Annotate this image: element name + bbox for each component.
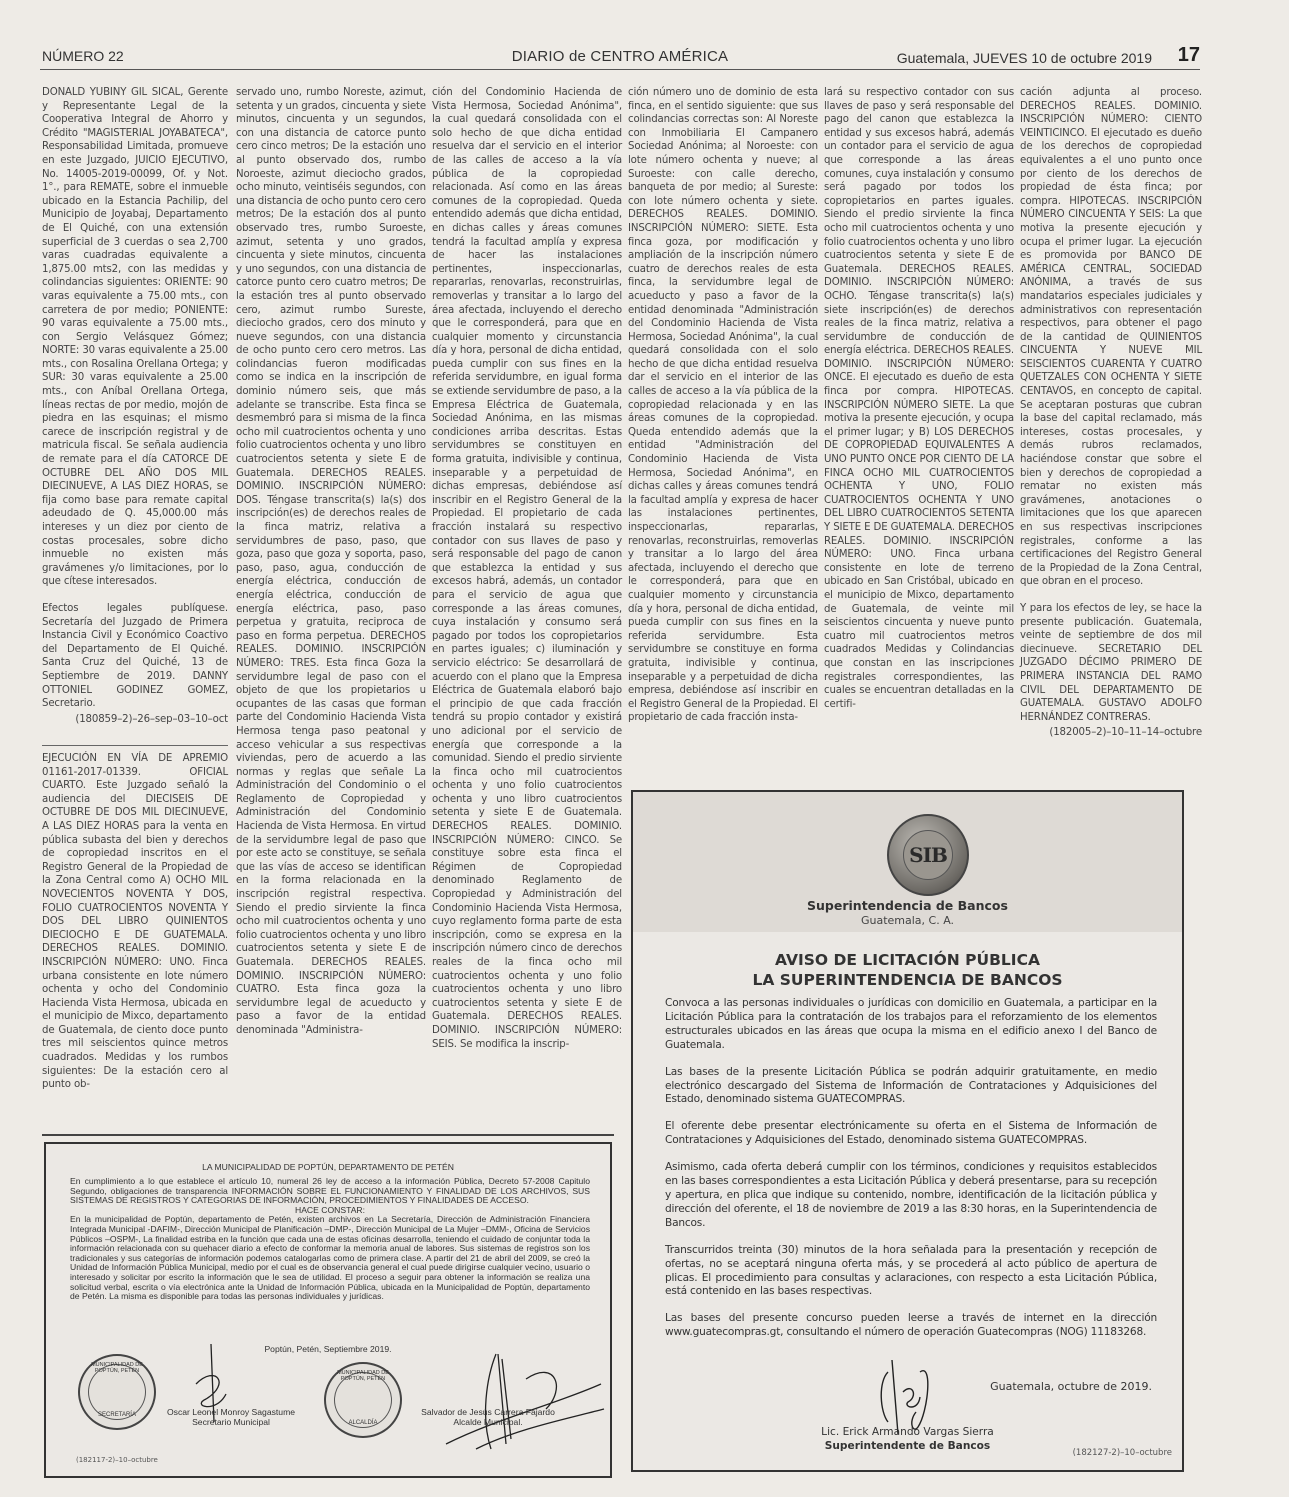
sib-licitacion-ad [631, 790, 1184, 1472]
sib-paragraph: Las bases de la presente Licitación Pública se podrán adquirir gratuitamente, en medio electrónico descargado del Sistema de Información de Contrataciones y Adquisiciones del Estado, denominado sistema GUATECOMPRAS. [665, 1065, 1157, 1106]
poptun-title: LA MUNICIPALIDAD DE POPTÚN, DEPARTAMENTO DE PETÉN [202, 1162, 454, 1172]
sib-signer-name: Lic. Erick Armando Vargas Sierra [821, 1426, 994, 1438]
masthead [40, 44, 1200, 70]
signature-icon [858, 1352, 948, 1437]
seal-label: SECRETARÍA [98, 1412, 136, 1418]
signer-alcalde: Salvador de Jesús Carrera Fajardo Alcalde Municipal. [421, 1407, 555, 1427]
newspaper-name: DIARIO de CENTRO AMÉRICA [511, 48, 729, 65]
notice-apremio-col6 [1020, 86, 1202, 748]
poptun-intro: En cumplimiento a lo que establece el artículo 10, numeral 26 ley de acceso a la información Pública, Decreto 57-2008 Capitulo Segundo, obligaciones de transparencia INFORMACIÓN SOBRE EL FUNCIONAMIENTO Y FINALIDAD DE LOS ARCHIVOS, SUS SISTEMAS DE REGISTROS Y CATEGORIAS DE INFORMACIÓN, PROCEDIMIENTOS Y FINALIDADES DE ACCESO. [70, 1176, 590, 1206]
poptun-body [70, 1177, 590, 1302]
notice-paragraph: servado uno, rumbo Noreste, azimut, setenta y un grados, cincuenta y siete minutos, cincuenta y un segundos, con una distancia de catorce punto cero cinco metros; De la estación uno al punto observado dos, rumbo Noroeste, azimut dieciocho grados, ocho minuto, veintiséis segundos, con una distancia de ocho punto cero cero metros; De la estación dos al punto observado tres, rumbo Suroeste, azimut, setenta y uno grados, cincuenta y siete minutos, cincuenta y uno segundos, con una distancia de catorce punto cero cuatro metros; De la estación tres al punto observado cero, azimut rumbo Sureste, dieciocho grados, cero dos minuto y nueve segundos, con una distancia de ocho punto cero cero metros. Las colindancias fueron modificadas como se indica en la inscripción de dominio número seis, que más adelante se transcribe. Esta finca se desmembró para si misma de la finca ocho mil cuatrocientos ochenta y uno folio cuatrocientos ochenta y uno libro cuatrocientos setenta y siete E de Guatemala. DERECHOS REALES. DOMINIO. INSCRIPCIÓN NÚMERO: DOS. Téngase transcrita(s) la(s) dos inscripción(es) de derechos reales de la finca matriz, relativa a servidumbres de paso, paso, que goza, paso que goza y soporta, paso, paso, paso, agua, conducción de energía eléctrica, conducción de energía eléctrica, conducción de energía eléctrica, paso, paso perpetua y gratuita, reciproca de paso en forma perpetua. DERECHOS REALES. DOMINIO. INSCRIPCIÓN NÚMERO: TRES. Esta finca Goza la servidumbre legal de paso con el objeto de que los propietarios u ocupantes de las casas que forman parte del Condominio Hacienda Vista Hermosa tenga paso peatonal y acceso vehicular a sus respectivas viviendas, pero de acuerdo a las normas y reglas que señale La Administración del Condominio o el Reglamento de Copropiedad y Administración del Condominio Hacienda de Vista Hermosa. En virtud de la servidumbre legal de paso que por este acto se constituye, se señala que las vías de acceso se identifican en la forma relacionada en la inscripción registral respectiva. Siendo el predio sirviente la finca ocho mil cuatrocientos ochenta y uno folio cuatrocientos ochenta y uno libro cuatrocientos setenta y siete E de Guatemala. DERECHOS REALES. DOMINIO. INSCRIPCIÓN NÚMERO: CUATRO. Esta finca goza la servidumbre legal de acueducto y paso a favor de la entidad denominada "Administra- [236, 87, 427, 1036]
signature-icon [436, 1349, 606, 1459]
sib-ad-body [665, 997, 1157, 1353]
sib-date-place: Guatemala, octubre de 2019. [990, 1380, 1152, 1393]
poptun-text: En la municipalidad de Poptún, departamento de Petén, existen archivos en La Secretaría, Dirección de Administración Financiera Integrada Municipal -DAFIM-, Dirección Municipal de Planificación –DMP-, Dirección Municipal de La Mujer –DMM-, Oficina de Servicios Públicos –OSPM-, La finalidad estriba en la función que cada una de estas oficinas desarrolla, teniendo el cuidado de conjuntar toda la información relacionada con su quehacer diario a efecto de conformar la memoria anual de labores. Sus sistemas de registros son los tradicionales y sus categorías de información podemos catalogarlas como de primera clase. A partir del 21 de abril del 2009, se creó la Unidad de Información Pública Municipal, medio por el cual es de observancia general el cual puede dirigirse cualquier vecino, usuario o interesado y solicitar por escrito la información que le sea de utilidad. El proceso a seguir para obtener la información se realiza una solicitud verbal, escrita o vía electrónica ante la Unidad de Información Pública, ubicada en la Municipalidad de Poptún, departamento de Petén. La misma es disponible para todas las personas individuales y jurídicas. [70, 1214, 590, 1302]
notice-paragraph: Efectos legales publíquese. Secretaría del Juzgado de Primera Instancia Civil y Económico Coactivo del Departamento de El Quiché. Santa Cruz del Quiché, 13 de Septiembre de 2019. DANNY OTTONIEL GODINEZ GOMEZ, Secretario. [42, 602, 228, 710]
sib-signer-role: Superintendente de Bancos [824, 1440, 991, 1452]
sib-org-name: Superintendencia de Bancos [807, 898, 1008, 913]
seal-label: ALCALDÍA [348, 1420, 378, 1426]
notice-paragraph: lará su respectivo contador con sus llaves de paso y será responsable del pago del canon que establezca la entidad y sus excesos habrá, además un contador para el servicio de agua que corresponde a las áreas comunes, cuya instalación y consumo será pagado por todos los copropietarios en partes iguales. Siendo el predio sirviente la finca ocho mil cuatrocientos ochenta y uno folio cuatrocientos ochenta y uno libro cuatrocientos setenta y siete E de Guatemala. DERECHOS REALES. DOMINIO. INSCRIPCIÓN NÚMERO: OCHO. Téngase transcrita(s) la(s) siete inscripción(es) de derechos reales de la finca matriz, relativa a servidumbre de conducción de energía eléctrica. DERECHOS REALES. DOMINIO. INSCRIPCIÓN NÚMERO: ONCE. El ejecutado es dueño de esta finca por compra. HIPOTECAS. INSCRIPCIÓN NÚMERO SIETE. La que motiva la presente ejecución, y ocupa el primer lugar; y B) LOS DERECHOS DE COPROPIEDAD EQUIVALENTES A UNO PUNTO ONCE POR CIENTO DE LA FINCA OCHO MIL CUATROCIENTOS OCHENTA Y UNO, FOLIO CUATROCIENTOS OCHENTA Y UNO DEL LIBRO CUATROCIENTOS SETENTA Y SIETE E DE GUATEMALA. DERECHOS REALES. DOMINIO. INSCRIPCIÓN NÚMERO: UNO. Finca urbana consistente en lote de terreno ubicado en San Cristóbal, ubicado en el municipio de Mixco, departamento de Guatemala, de veinte mil seiscientos cincuenta y nueve punto cuatro mil cuatrocientos metros cuadrados Medidas y Colindancias que constan en las inscripciones registrales correspondientes, las cuales se encuentran detalladas en la certifi- [824, 87, 1014, 710]
sib-paragraph: Convoca a las personas individuales o jurídicas con domicilio en Guatemala, a participar en la Licitación Pública para la contratación de los trabajos para el reforzamiento de los elementos estructurales ubicados en las áreas que ocupa la misma en el edificio anexo I del Banco de Guatemala. [665, 997, 1157, 1051]
sib-paragraph: Asimismo, cada oferta deberá cumplir con los términos, condiciones y requisitos establecidos en las bases correspondientes a esta Licitación Pública y deberá presentarse, para su recepción y apertura, en plica que indique su contenido, nombre, identificación de la licitación pública y dirección del oferente, el 18 de noviembre de 2019 a las 8:30 horas, en la Superintendencia de Bancos. [665, 1161, 1157, 1229]
poptun-municipal-ad [44, 1142, 612, 1478]
notice-paragraph: Y para los efectos de ley, se hace la presente publicación. Guatemala, veinte de septiembre de dos mil diecinueve. SECRETARIO DEL JUZGADO DÉCIMO PRIMERO DE PRIMERA INSTANCIA DEL RAMO CIVIL DEL DEPARTAMENTO DE GUATEMALA. GUSTAVO ADOLFO HERNÁNDEZ CONTRERAS. [1020, 602, 1202, 723]
secretaria-seal-icon [78, 1354, 156, 1430]
seal-top-text: MUNICIPALIDAD DE POPTÚN, PETÉN [91, 1362, 143, 1374]
sib-paragraph: Las bases del presente concurso pueden leerse a través de internet en la dirección www.guatecompras.gt, consultando el número de operación Guatecompras (NOG) 11183268. [665, 1312, 1157, 1339]
sib-seal-icon [887, 814, 969, 896]
notice-remate-joyabaj [42, 86, 228, 734]
sib-paragraph: El oferente debe presentar electrónicamente su oferta en el Sistema de Información de Contrataciones y Adquisiciones del Estado, denominado sistema GUATECOMPRAS. [665, 1120, 1157, 1147]
notice-apremio-col3 [432, 86, 622, 1064]
column-divider [42, 745, 228, 746]
alcaldia-seal-icon [324, 1362, 402, 1438]
notice-apremio-col5 [824, 86, 1014, 724]
notice-apremio-col1 [42, 752, 228, 1105]
poptun-hace-constar: HACE CONSTAR: [294, 1204, 366, 1215]
ad-top-rule [42, 1134, 614, 1136]
sib-title-line2: LA SUPERINTENDENCIA DE BANCOS [752, 971, 1063, 989]
notice-paragraph: cación adjunta al proceso. DERECHOS REALES. DOMINIO. INSCRIPCIÓN NÚMERO: CIENTO VEINTICINCO. El ejecutado es dueño de los derechos de copropiedad equivalentes a el uno punto once por ciento de los derechos de propiedad de ésta finca; por compra. HIPOTECAS. INSCRIPCIÓN NÚMERO CINCUENTA Y SEIS: La que motiva la presente ejecución y ocupa el primer lugar. La ejecución es promovida por BANCO DE AMÉRICA CENTRAL, SOCIEDAD ANÓNIMA, a través de sus mandatarios especiales judiciales y administrativos con representación respectivos, para obtener el pago de la cantidad de QUINIENTOS CINCUENTA Y NUEVE MIL SEISCIENTOS CUARENTA Y CUATRO QUETZALES CON OCHENTA Y SIETE CENTAVOS, en concepto de capital. Se aceptaran posturas que cubran la base del capital reclamado, más intereses, costas procesales, y demás rubros reclamados, haciéndose constar que sobre el bien y derechos de copropiedad a rematar no existen más gravámenes, anotaciones o limitaciones que los que aparecen en sus respectivas inscripciones registrales, conforme a las certificaciones del Registro General de la Propiedad de la Zona Central, que obran en el proceso. [1020, 87, 1202, 588]
poptun-reference: (182117-2)–10–octubre [76, 1456, 158, 1464]
notice-reference: (180859–2)–26–sep–03–10–oct [75, 713, 228, 725]
sib-title-line1: AVISO DE LICITACIÓN PÚBLICA [775, 951, 1040, 969]
notice-apremio-col4 [628, 86, 818, 738]
issue-number: NÚMERO 22 [42, 48, 124, 64]
notice-reference: (182005–2)–10–11–14–octubre [1049, 727, 1202, 739]
publication-date: Guatemala, JUEVES 10 de octubre 2019 [896, 50, 1152, 66]
notice-apremio-col2 [236, 86, 426, 1051]
poptun-date-place: Poptún, Petén, Septiembre 2019. [264, 1344, 392, 1354]
sib-org-location: Guatemala, C. A. [860, 914, 955, 927]
notice-paragraph: DONALD YUBINY GIL SICAL, Gerente y Representante Legal de la Cooperativa Integral de Ahorro y Crédito "MAGISTERIAL JOYABATECA", Responsabilidad Limitada, promueve en este Juzgado, JUICIO EJECUTIVO, No. 14005-2019-00099, Of. y Not. 1°., para REMATE, sobre el inmueble ubicado en la Estancia Pachilip, del Municipio de Joyabaj, Departamento de El Quiché, con una extensión superficial de 3 cuerdas o sea 2,700 varas cuadradas equivalente a 1,875.00 mts2, con las medidas y colindancias siguientes: ORIENTE: 90 varas equivalente a 75.00 mts., con carretera de por medio; PONIENTE: 90 varas equivalente a 75.00 mts., con Sergio Velásquez Gómez; NORTE: 30 varas equivalente a 25.00 mts., con Rosalina Orellana Ortega; y SUR: 30 varas equivalente a 25.00 mts., con Aníbal Orellana Ortega, líneas rectas de por medio, mojón de piedra en las esquinas; el mismo carece de inscripción registral y de matricula fiscal. Se señala audiencia de remate para el día CATORCE DE OCTUBRE DEL AÑO DOS MIL DIECINUEVE, A LAS DIEZ HORAS, se fija como base para remate capital adeudado de Q. 45,000.00 más intereses y un diez por ciento de costas procesales, sobre dicho inmueble no existen más gravámenes y/o limitaciones, por lo que cítese interesados. [42, 87, 228, 588]
sib-reference: (182127-2)–10–octubre [1072, 1448, 1172, 1458]
sib-header [633, 792, 1182, 932]
sib-seal-letters: SIB [903, 830, 953, 880]
page-number: 17 [1177, 44, 1200, 66]
notice-paragraph: ción número uno de dominio de esta finca, en el sentido siguiente: que sus colindancias correctas son: Al Noreste con Inmobiliaria El Campanero Sociedad Anónima; al Noroeste: con lote número ochenta y nueve; al Suroeste: con calle derecho, banqueta de por medio; al Sureste: con lote número ochenta y siete. DERECHOS REALES. DOMINIO. INSCRIPCIÓN NÚMERO: SIETE. Esta finca goza, por modificación y ampliación de la inscripción número cuatro de derechos reales de esta finca, la servidumbre legal de acueducto y paso a favor de la entidad denominada "Administración del Condominio Hacienda de Vista Hermosa, Sociedad Anónima", la cual quedará consolidada con el solo hecho de que dicha entidad resuelva dar el servicio en el interior de las calles de acceso a la vía pública de la copropiedad relacionada y en las áreas comunes de la copropiedad. Queda entendido además que la entidad "Administración del Condominio Hacienda de Vista Hermosa, Sociedad Anónima", en dichas calles y áreas comunes tendrá la facultad amplía y expresa de hacer las instalaciones pertinentes, inspeccionarlas, repararlas, renovarlas, reconstruirlas, removerlas y transitar a lo largo del área afectada, incluyendo el derecho que le corresponderá, para que en cualquier momento y circunstancia día y hora, personal de dicha entidad, pueda cumplir con sus fines en la referida servidumbre. Esta servidumbre se constituye en forma gratuita, indivisible y continua, inseparable y a perpetuidad de dicha empresa, debiéndose así inscribir en el Registro General de la Propiedad. El propietario de cada fracción insta- [628, 87, 818, 724]
notice-paragraph: EJECUCIÓN EN VÍA DE APREMIO 01161-2017-01339. OFICIAL CUARTO. Este Juzgado señaló la audiencia del DIECISEIS DE OCTUBRE DE DOS MIL DIECINUEVE, A LAS DIEZ HORAS para la venta en pública subasta del bien y derechos de copropiedad inscritos en el Registro General de la Propiedad de la Zona Central como A) OCHO MIL NOVECIENTOS NOVENTA Y DOS, FOLIO CUATROCIENTOS NOVENTA Y DOS DEL LIBRO QUINIENTOS DIECIOCHO E DE GUATEMALA. DERECHOS REALES. DOMINIO. INSCRIPCIÓN NÚMERO: UNO. Finca urbana consistente en lote número ochenta y ocho del Condominio Hacienda Vista Hermosa, ubicada en el municipio de Mixco, departamento de Guatemala, de ciento doce punto tres mil seiscientos quince metros cuadrados. Medidas y los rumbos siguientes: De la estación cero al punto ob- [42, 753, 228, 1091]
sib-paragraph: Transcurridos treinta (30) minutos de la hora señalada para la presentación y recepción de ofertas, no se aceptará ninguna oferta más, y se procederá al acto público de apertura de plicas. El procedimiento para consultas y aclaraciones, con respecto a esta Licitación Pública, está contenido en las bases respectivas. [665, 1243, 1157, 1298]
seal-top-text: MUNICIPALIDAD DE POPTÚN, PETÉN [337, 1370, 389, 1382]
sib-ad-title [633, 950, 1182, 990]
signer-secretario: Oscar Leonel Monroy Sagastume Secretario Municipal [166, 1407, 296, 1427]
notice-paragraph: ción del Condominio Hacienda de Vista Hermosa, Sociedad Anónima", la cual quedará consolidada con el solo hecho de que dicha entidad resuelva dar el servicio en el interior de las calles de acceso a la vía pública de la copropiedad relacionada. Así como en las áreas comunes de la copropiedad. Queda entendido además que dicha entidad, en dichas calles y áreas comunes tendrá la facultad amplía y expresa de hacer las instalaciones pertinentes, inspeccionarlas, repararlas, renovarlas, reconstruirlas, removerlas y transitar a lo largo del área afectada, incluyendo el derecho que le corresponderá, para que en cualquier momento y circunstancia día y hora, personal de dicha entidad, pueda cumplir con sus fines en la referida servidumbre, en igual forma se extiende servidumbre de paso, a la Empresa Eléctrica de Guatemala, Sociedad Anónima, en las mismas condiciones arriba descritas. Estas servidumbres se constituyen en forma gratuita, indivisible y continua, inseparable y a perpetuidad de dichas empresas, debiéndose así inscribir en el Registro General de la Propiedad. El propietario de cada fracción instalará su respectivo contador con sus llaves de paso y será responsable del pago de canon que establezca la entidad y sus excesos habrá, además, un contador para el servicio de agua que corresponde a las áreas comunes, cuya instalación y consumo será pagado por todos los copropietarios en partes iguales; c) iluminación y servicio eléctrico: Se desarrollará de acuerdo con el plano que la Empresa Eléctrica de Guatemala elaboró bajo el principio de que cada fracción tendrá su propio contador y existirá uno adicional por el servicio de energía que corresponde a la comunidad. Siendo el predio sirviente la finca ocho mil cuatrocientos ochenta y uno folio cuatrocientos ochenta y uno libro cuatrocientos setenta y siete E de Guatemala. DERECHOS REALES. DOMINIO. INSCRIPCIÓN NÚMERO: CINCO. Se constituye sobre esta finca el Régimen de Copropiedad denominado Reglamento de Copropiedad y Administración del Condominio Hacienda Vista Hermosa, cuyo reglamento forma parte de esta inscripción, como se expresa en la inscripción número cinco de derechos reales de la finca ocho mil cuatrocientos ochenta y uno folio cuatrocientos ochenta y uno libro cuatrocientos setenta y siete E de Guatemala. DERECHOS REALES. DOMINIO. INSCRIPCIÓN NÚMERO: SEIS. Se modifica la inscrip- [432, 87, 622, 1050]
